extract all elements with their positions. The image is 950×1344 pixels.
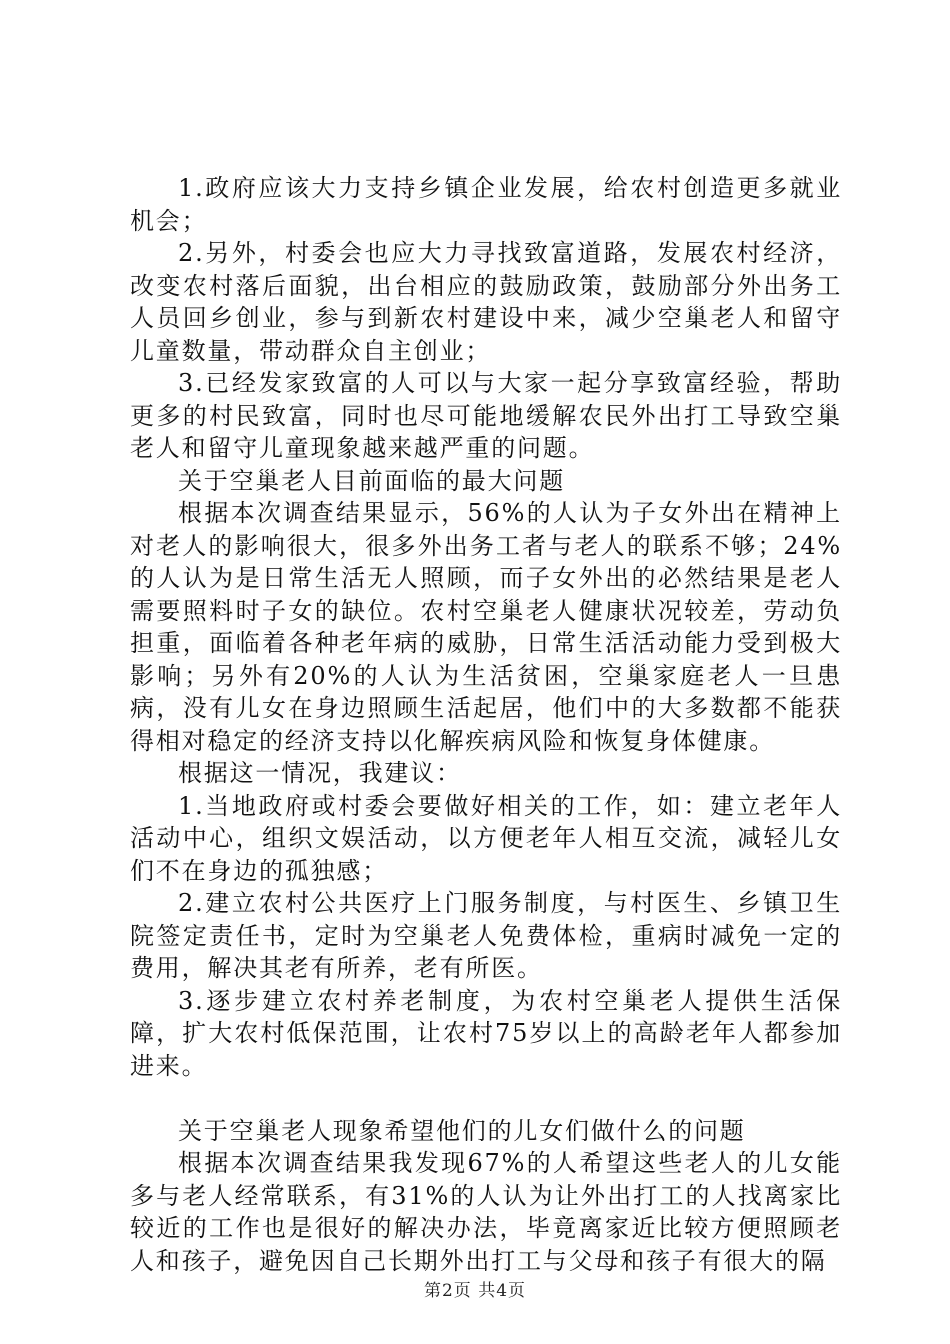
paragraph-suggestion-1: 1.政府应该大力支持乡镇企业发展，给农村创造更多就业机会； [130, 174, 842, 235]
paragraph-suggestion-2: 2.另外，村委会也应大力寻找致富道路，发展农村经济，改变农村落后面貌，出台相应的鼓励政策，鼓励部分外出务工人员回乡创业，参与到新农村建设中来，减少空巢老人和留守儿童数量，带动群众自主创业； [130, 239, 842, 365]
section-heading-biggest-problem: 关于空巢老人目前面临的最大问题 [178, 466, 565, 495]
paragraph-recommendation-3: 3.逐步建立农村养老制度，为农村空巢老人提供生活保障，扩大农村低保范围，让农村75岁以上的高龄老年人都参加进来。 [130, 986, 842, 1080]
document-body [130, 172, 842, 1277]
paragraph-recommendation-intro: 根据这一情况，我建议： [178, 759, 462, 787]
paragraph-recommendation-2: 2.建立农村公共医疗上门服务制度，与村医生、乡镇卫生院签定责任书，定时为空巢老人免费体检，重病时减免一定的费用，解决其老有所养，老有所医。 [130, 889, 842, 982]
page-footer: 第2页 共4页 [423, 1281, 527, 1301]
paragraph-recommendation-1: 1.当地政府或村委会要做好相关的工作，如：建立老年人活动中心，组织文娱活动，以方便老年人相互交流，减轻儿女们不在身边的孤独感； [130, 791, 842, 885]
paragraph-spacer [130, 1082, 842, 1115]
paragraph-survey-results: 根据本次调查结果显示，56%的人认为子女外出在精神上对老人的影响很大，很多外出务工者与老人的联系不够；24%的人认为是日常生活无人照顾，而子女外出的必然结果是老人需要照料时子女的缺位。农村空巢老人健康状况较差，劳动负担重，面临着各种老年病的威胁，日常生活活动能力受到极大影响；另外有20%的人认为生活贫困，空巢家庭老人一旦患病，没有儿女在身边照顾生活起居，他们中的大多数都不能获得相对稳定的经济支持以化解疾病风险和恢复身体健康。 [130, 499, 842, 755]
section-heading-children-expectations: 关于空巢老人现象希望他们的儿女们做什么的问题 [178, 1116, 746, 1145]
paragraph-suggestion-3: 3.已经发家致富的人可以与大家一起分享致富经验，帮助更多的村民致富，同时也尽可能地缓解农民外出打工导致空巢老人和留守儿童现象越来越严重的问题。 [130, 369, 842, 462]
paragraph-children-survey: 根据本次调查结果我发现67%的人希望这些老人的儿女能多与老人经常联系，有31%的人认为让外出打工的人找离家比较近的工作也是很好的解决办法，毕竟离家近比较方便照顾老人和孩子，避免因自己长期外出打工与父母和孩子有很大的隔 [130, 1149, 842, 1275]
